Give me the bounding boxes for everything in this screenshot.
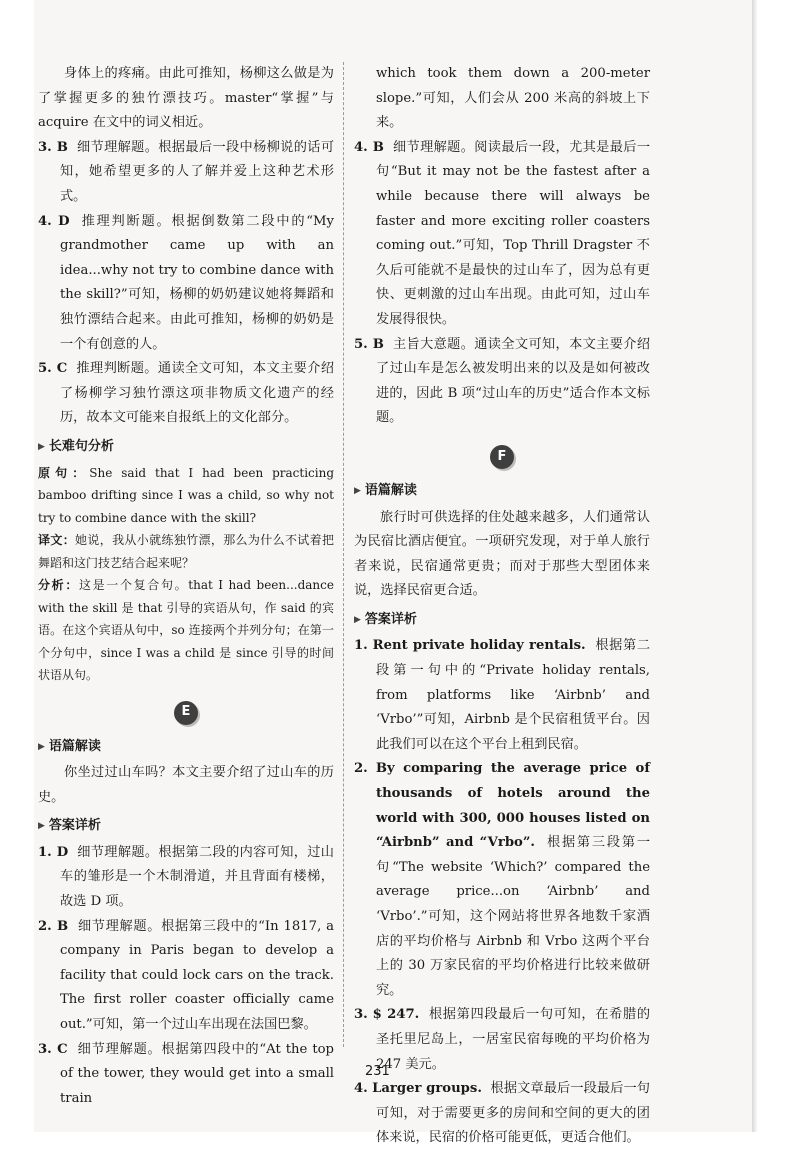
intro-paragraph: 身体上的疼痛。由此可推知，杨柳这么做是为了掌握更多的独竹漂技巧。master“掌握”与acquire 在文中的词义相近。	[38, 66, 334, 131]
section-heading-answers: ▶ 答案详析	[354, 608, 650, 633]
analysis: 分析：这是一个复合句。that I had been...dance with the skill 是 that 引导的宾语从句，作 said 的宾语。在这个宾语从句中，so 连接两个并列分句；在第一个分句中，since I was a child 是 since 引导的时间状语从句。	[38, 578, 334, 682]
section-heading-answers: ▶ 答案详析	[38, 814, 334, 839]
answer-item: 5. C 推理判断题。通读全文可知，本文主要介绍了杨柳学习独竹漂这项非物质文化遗产的经历，故本文可能来自报纸上的文化部分。	[38, 361, 335, 426]
answer-item: 4. B 细节理解题。阅读最后一段，尤其是最后一句“But it may not be the fastest after a while because there will always be faster and more exciting roller coasters coming out.”可知，Top Thrill Dragster 不久后可能就不是最快的过山车了，因为总有更快、更刺激的过山车出现。由此可知，过山车发展得很快。	[354, 139, 651, 327]
arrow-icon: ▶	[38, 441, 45, 452]
answer-item: 3. B 细节理解题。根据最后一段中杨柳说的话可知，她希望更多的人了解并爱上这种艺术形式。	[38, 139, 335, 204]
answer-item: 4. D 推理判断题。根据倒数第二段中的“My grandmother came up with an idea...why not try to combine dance with the skill?”可知，杨柳的奶奶建议她将舞蹈和独竹漂结合起来。由此可推知，杨柳的奶奶是一个有创意的人。	[38, 213, 334, 352]
answer-item: 1. Rent private holiday rentals. 根据第二段第一句中的“Private holiday rentals, from platforms like ‘Airbnb’ and ‘Vrbo’”可知，Airbnb 是个民宿租赁平台。因此我们可以在这个平台上租到民宿。	[354, 638, 651, 752]
continuation-text: which took them down a 200-meter slope.”可知，人们会从 200 米高的斜坡上下来。	[376, 66, 650, 131]
right-column	[354, 62, 650, 1151]
translation: 译文：她说，我从小就练独竹漂，那么为什么不试着把舞蹈和这门技艺结合起来呢？	[38, 533, 334, 570]
answer-item: 3. C 细节理解题。根据第四段中的“At the top of the tower, they would get into a small train	[38, 1041, 334, 1106]
section-heading-reading: ▶ 语篇解读	[354, 479, 650, 504]
arrow-icon: ▶	[354, 485, 361, 496]
page-edge	[752, 0, 758, 1132]
answer-item: 5. B 主旨大意题。通读全文可知，本文主要介绍了过山车是怎么被发明出来的以及是如何被改进的，因此 B 项“过山车的历史”适合作本文标题。	[354, 336, 651, 426]
original-sentence: 原句：She said that I had been practicing bamboo drifting since I was a child, so why not try to combine dance with the skill?	[38, 465, 334, 525]
section-heading-reading: ▶ 语篇解读	[38, 735, 334, 760]
arrow-icon: ▶	[38, 821, 45, 832]
answer-item: 2. By comparing the average price of thousands of hotels around the world with 300, 000 houses listed on “Airbnb” and “Vrbo”. 根据第三段第一句“The website ‘Which?’ compared the average price...on ‘Airbnb’ and ‘Vrbo’.”可知，这个网站将世界各地数千家酒店的平均价格与 Airbnb 和 Vrbo 这两个平台上的 30 万家民宿的平均价格进行比较来做研究。	[354, 761, 651, 998]
page-number: 231	[365, 1064, 390, 1079]
answer-item: 2. B 细节理解题。根据第三段中的“In 1817, a company in Paris began to develop a facility that could lock cars on the track. The first roller coaster officially came out.”可知，第一个过山车出现在法国巴黎。	[38, 918, 334, 1033]
left-column	[38, 62, 334, 1111]
answer-item: 4. Larger groups. 根据文章最后一段最后一句可知，对于需要更多的房间和空间的更大的团体来说，民宿的价格可能更低，更适合他们。	[354, 1081, 650, 1146]
reading-summary: 你坐过过山车吗？本文主要介绍了过山车的历史。	[38, 765, 334, 805]
reading-summary: 旅行时可供选择的住处越来越多，人们通常认为民宿比酒店便宜。一项研究发现，对于单人旅行者来说，民宿通常更贵；而对于那些大型团体来说，选择民宿更合适。	[354, 509, 650, 599]
answer-item: 3. $ 247. 根据第四段最后一句可知，在希腊的圣托里尼岛上，一居室民宿每晚的平均价格为 247 美元。	[354, 1007, 651, 1072]
arrow-icon: ▶	[38, 741, 45, 752]
column-divider	[343, 62, 344, 1047]
passage-e-badge: E	[174, 701, 198, 725]
arrow-icon: ▶	[354, 614, 361, 625]
passage-f-badge: F	[490, 445, 514, 469]
answer-item: 1. D 细节理解题。根据第二段的内容可知，过山车的雏形是一个木制滑道，并且背面有楼梯，故选 D 项。	[38, 844, 334, 910]
section-heading-sentence: ▶ 长难句分析	[38, 435, 334, 460]
